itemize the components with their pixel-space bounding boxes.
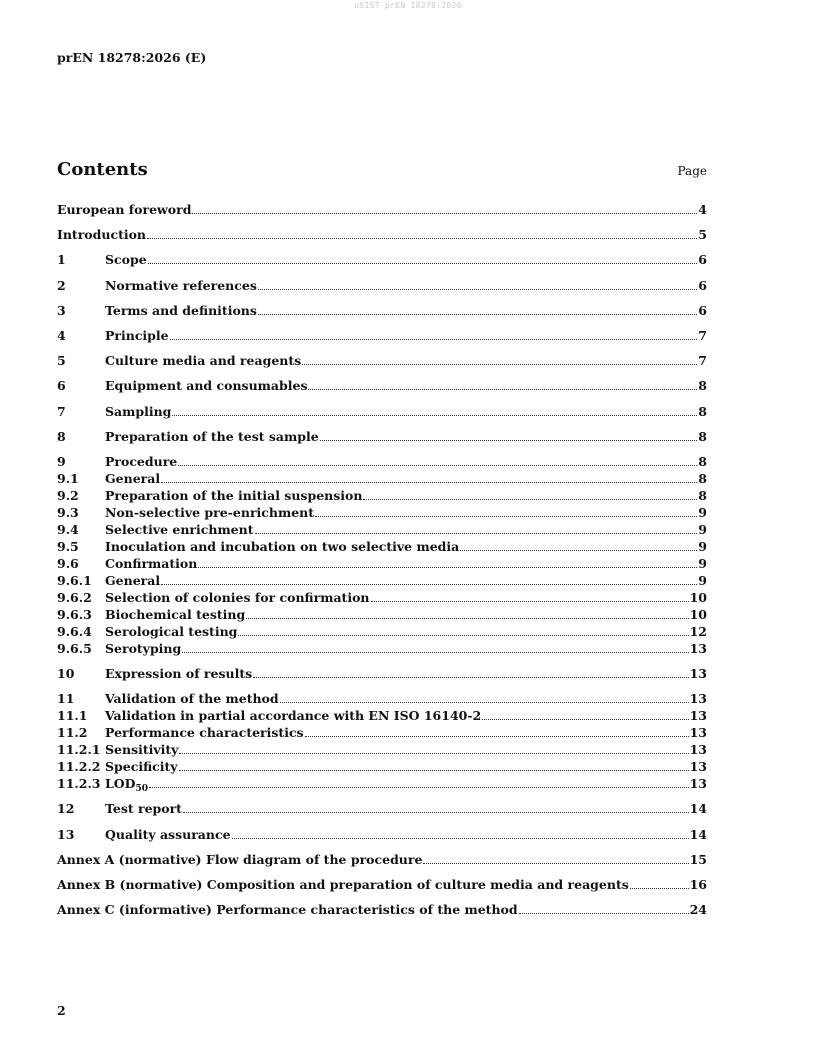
toc-entry-page: 16 <box>689 877 707 892</box>
toc-entry[interactable] <box>57 572 707 589</box>
toc-entry[interactable] <box>57 707 707 724</box>
toc-entry-title <box>105 707 481 724</box>
dot-leader <box>482 719 688 720</box>
toc-entry-page: 13 <box>689 691 707 707</box>
toc-entry-title-text: Performance characteristics <box>105 725 304 741</box>
toc-entry-title-text: Serological testing <box>105 623 238 639</box>
toc-entry-number: 9.1 <box>57 470 79 486</box>
toc-entry-number: 3 <box>57 302 66 318</box>
toc-entry[interactable] <box>57 876 707 893</box>
toc-entry-page: 6 <box>698 277 707 293</box>
toc-entry-title-text: Scope <box>105 252 147 268</box>
toc-entry-title <box>105 277 257 294</box>
toc-entry-title-text: Preparation of the test sample <box>105 428 319 444</box>
dot-leader <box>302 364 697 365</box>
toc-entry-title <box>57 876 629 893</box>
dot-leader <box>460 550 697 551</box>
toc-entry-title-text: General <box>105 572 161 588</box>
toc-entry[interactable] <box>57 504 707 521</box>
contents-heading: Contents <box>57 159 148 180</box>
toc-entry-title <box>105 606 245 623</box>
toc-entry-title-text: Culture media and reagents <box>105 353 302 369</box>
toc-entry-page: 10 <box>689 606 707 622</box>
toc-entry-page: 13 <box>689 776 707 792</box>
dot-leader <box>161 482 697 483</box>
toc-entry[interactable] <box>57 538 707 555</box>
toc-entry-number: 1 <box>57 252 66 268</box>
toc-entry-title-text: Annex B (normative) Composition and preparation of culture media and reagents <box>57 877 629 892</box>
dot-leader <box>255 533 698 534</box>
toc-entry-number: 9.6.4 <box>57 623 92 639</box>
toc-entry-page: 9 <box>698 572 707 588</box>
dot-leader <box>423 863 688 864</box>
toc-entry[interactable] <box>57 226 707 243</box>
toc-entry-title <box>105 251 147 268</box>
toc-entry-title-text: Selection of colonies for confirmation <box>105 589 370 605</box>
toc-entry[interactable] <box>57 521 707 538</box>
toc-entry[interactable] <box>57 800 707 817</box>
toc-entry-title-text: Expression of results <box>105 666 253 682</box>
toc-entry-number: 9.5 <box>57 538 79 554</box>
dot-leader <box>147 238 697 239</box>
toc-entry-title-text: Annex A (normative) Flow diagram of the procedure <box>57 851 423 867</box>
toc-entry-title-text: LOD <box>105 776 136 792</box>
dot-leader <box>305 736 689 737</box>
toc-entry-number: 11.1 <box>57 708 88 724</box>
dot-leader <box>183 812 689 813</box>
toc-entry[interactable] <box>57 302 707 319</box>
toc-entry-title <box>57 851 422 868</box>
toc-entry-number: 9.6 <box>57 555 79 571</box>
toc-entry-title-text: General <box>105 470 161 486</box>
toc-entry-title <box>105 572 160 589</box>
toc-entry-page: 7 <box>698 353 707 369</box>
toc-entry[interactable] <box>57 487 707 504</box>
toc-entry-title <box>105 327 169 344</box>
toc-entry[interactable] <box>57 453 707 470</box>
toc-entry[interactable] <box>57 428 707 445</box>
toc-entry-number: 2 <box>57 277 66 293</box>
toc-entry-title <box>105 428 319 445</box>
toc-entry-title-text: Annex C (informative) Performance characteristics of the method <box>57 902 518 918</box>
table-of-contents <box>57 201 707 918</box>
toc-entry-title <box>105 758 178 775</box>
dot-leader <box>179 770 689 771</box>
dot-leader <box>179 753 688 754</box>
toc-entry-number: 11.2 <box>57 725 88 741</box>
toc-entry-title <box>105 538 459 555</box>
toc-entry[interactable] <box>57 775 707 795</box>
toc-entry-number: 13 <box>57 826 75 842</box>
toc-entry-page: 8 <box>698 403 707 419</box>
toc-entry[interactable] <box>57 724 707 741</box>
toc-entry-page: 24 <box>689 902 707 918</box>
dot-leader <box>148 263 698 264</box>
toc-entry-title-text: Validation of the method <box>105 691 279 707</box>
dot-leader <box>149 787 689 788</box>
dot-leader <box>192 213 697 214</box>
dot-leader <box>315 516 697 517</box>
toc-entry-page: 8 <box>698 487 707 503</box>
toc-entry[interactable] <box>57 623 707 640</box>
toc-entry-title <box>105 589 370 606</box>
toc-entry-title-text: Selective enrichment <box>105 521 254 537</box>
toc-entry-page: 7 <box>698 327 707 343</box>
dot-leader <box>238 635 688 636</box>
toc-entry-title <box>105 504 314 521</box>
toc-entry-number: 9.4 <box>57 521 79 537</box>
toc-entry[interactable] <box>57 277 707 294</box>
toc-entry-page: 8 <box>698 428 707 444</box>
toc-entry[interactable] <box>57 758 707 775</box>
toc-entry-title <box>105 775 149 795</box>
toc-entry-title-text: Introduction <box>57 227 147 243</box>
dot-leader <box>630 888 689 889</box>
toc-entry-number: 10 <box>57 666 75 682</box>
dot-leader <box>308 389 697 390</box>
toc-entry-title-text: Biochemical testing <box>105 606 246 622</box>
toc-entry-title <box>105 741 178 758</box>
toc-entry-title-text: Normative references <box>105 277 257 293</box>
toc-entry-number: 4 <box>57 327 66 343</box>
dot-leader <box>258 289 697 290</box>
dot-leader <box>232 838 689 839</box>
toc-entry-title <box>105 521 254 538</box>
toc-entry[interactable] <box>57 690 707 707</box>
toc-entry-page: 10 <box>689 589 707 605</box>
toc-entry-number: 9.6.3 <box>57 606 92 622</box>
toc-entry-title <box>105 403 171 420</box>
toc-entry-title-text: Procedure <box>105 453 178 469</box>
toc-entry-number: 7 <box>57 403 66 419</box>
toc-entry-page: 12 <box>689 623 707 639</box>
toc-entry-title-text: Non-selective pre-enrichment <box>105 504 315 520</box>
toc-entry-number: 11 <box>57 691 75 707</box>
toc-entry-title-text: Sampling <box>105 403 172 419</box>
toc-entry[interactable] <box>57 901 707 918</box>
toc-entry-number: 8 <box>57 428 66 444</box>
toc-entry[interactable] <box>57 640 707 657</box>
dot-leader <box>161 584 697 585</box>
toc-entry[interactable] <box>57 377 707 394</box>
toc-entry-page: 9 <box>698 504 707 520</box>
toc-entry-title-text: Quality assurance <box>105 826 231 842</box>
toc-entry[interactable] <box>57 826 707 843</box>
toc-entry-number: 9 <box>57 453 66 469</box>
toc-entry-title <box>105 826 231 843</box>
toc-entry-title-text: Terms and definitions <box>105 302 257 318</box>
dot-leader <box>519 913 689 914</box>
toc-entry-page: 15 <box>689 851 707 867</box>
toc-entry-title-text: Sensitivity <box>105 742 179 758</box>
toc-entry-page: 8 <box>698 378 707 394</box>
toc-entry-title-text: Serotyping <box>105 640 182 656</box>
toc-entry-title-text: Preparation of the initial suspension <box>105 487 363 503</box>
toc-entry-title-text: Equipment and consumables <box>105 378 308 394</box>
toc-entry-page: 8 <box>698 470 707 486</box>
dot-leader <box>253 677 688 678</box>
dot-leader <box>320 440 698 441</box>
toc-entry-title <box>105 690 279 707</box>
dot-leader <box>178 465 697 466</box>
toc-entry-title <box>105 555 197 572</box>
toc-entry-page: 4 <box>698 202 707 217</box>
toc-entry-page: 6 <box>698 252 707 268</box>
toc-entry-page: 5 <box>698 227 707 243</box>
toc-entry-title <box>105 377 307 394</box>
toc-entry[interactable] <box>57 327 707 344</box>
toc-entry[interactable] <box>57 606 707 623</box>
toc-entry-page: 13 <box>689 640 707 656</box>
toc-entry-title-text: Test report <box>105 801 182 817</box>
toc-entry-title-text: Principle <box>105 327 169 343</box>
toc-entry[interactable] <box>57 352 707 369</box>
toc-entry-title <box>105 302 257 319</box>
toc-entry-page: 9 <box>698 538 707 554</box>
toc-entry-page: 14 <box>689 826 707 842</box>
toc-entry-title <box>57 201 191 218</box>
toc-entry-title <box>57 226 146 243</box>
toc-entry-page: 13 <box>689 666 707 682</box>
toc-entry-page: 13 <box>689 742 707 758</box>
toc-entry-title <box>105 640 181 657</box>
toc-entry-number: 9.6.2 <box>57 589 92 605</box>
toc-entry-number: 9.2 <box>57 487 79 503</box>
toc-entry-title-text: Specificity <box>105 759 178 775</box>
toc-entry-title <box>105 800 182 817</box>
toc-entry-title <box>105 623 237 640</box>
toc-entry-number: 9.6.5 <box>57 640 92 656</box>
toc-entry[interactable] <box>57 403 707 420</box>
toc-entry[interactable] <box>57 470 707 487</box>
toc-entry[interactable] <box>57 555 707 572</box>
toc-entry-title <box>105 724 304 741</box>
toc-entry-subscript: 50 <box>135 784 149 795</box>
dot-leader <box>363 499 697 500</box>
toc-entry-page: 9 <box>698 555 707 571</box>
toc-entry-page: 13 <box>689 725 707 741</box>
dot-leader <box>172 415 697 416</box>
toc-entry[interactable] <box>57 665 707 682</box>
toc-entry-number: 11.2.3 <box>57 776 101 792</box>
toc-entry-page: 13 <box>689 708 707 724</box>
toc-entry-page: 13 <box>689 759 707 775</box>
toc-entry-number: 9.6.1 <box>57 572 92 588</box>
document-identifier: prEN 18278:2026 (E) <box>57 50 207 65</box>
dot-leader <box>182 652 688 653</box>
toc-entry-title <box>105 487 362 504</box>
toc-entry-page: 6 <box>698 302 707 318</box>
toc-entry-title <box>105 665 252 682</box>
page-number: 2 <box>57 1003 66 1018</box>
toc-entry-page: 8 <box>698 453 707 469</box>
toc-entry-title <box>105 470 160 487</box>
dot-leader <box>198 567 697 568</box>
toc-entry-page: 9 <box>698 521 707 537</box>
watermark: oSIST prEN 18278:2026 <box>354 1 462 10</box>
toc-entry[interactable] <box>57 201 707 218</box>
toc-entry-number: 12 <box>57 801 75 817</box>
toc-entry-title-text: Inoculation and incubation on two selective media <box>105 538 460 554</box>
dot-leader <box>280 702 689 703</box>
dot-leader <box>170 339 698 340</box>
toc-entry-title-text: European foreword <box>57 202 192 217</box>
toc-entry-page: 14 <box>689 801 707 817</box>
dot-leader <box>258 314 697 315</box>
toc-entry[interactable] <box>57 251 707 268</box>
toc-entry-number: 5 <box>57 353 66 369</box>
toc-entry[interactable] <box>57 851 707 868</box>
toc-entry-title <box>105 352 301 369</box>
toc-entry-number: 11.2.2 <box>57 759 101 775</box>
toc-entry-number: 9.3 <box>57 504 79 520</box>
toc-entry[interactable] <box>57 589 707 606</box>
toc-entry-number: 11.2.1 <box>57 742 101 758</box>
toc-entry-title-text: Validation in partial accordance with EN ISO 16140-2 <box>105 708 482 724</box>
toc-entry[interactable] <box>57 741 707 758</box>
dot-leader <box>246 618 688 619</box>
dot-leader <box>371 601 689 602</box>
toc-entry-title <box>105 453 177 470</box>
toc-entry-number: 6 <box>57 378 66 394</box>
toc-entry-title-text: Confirmation <box>105 555 198 571</box>
page-column-label: Page <box>677 164 707 178</box>
toc-entry-title <box>57 901 518 918</box>
